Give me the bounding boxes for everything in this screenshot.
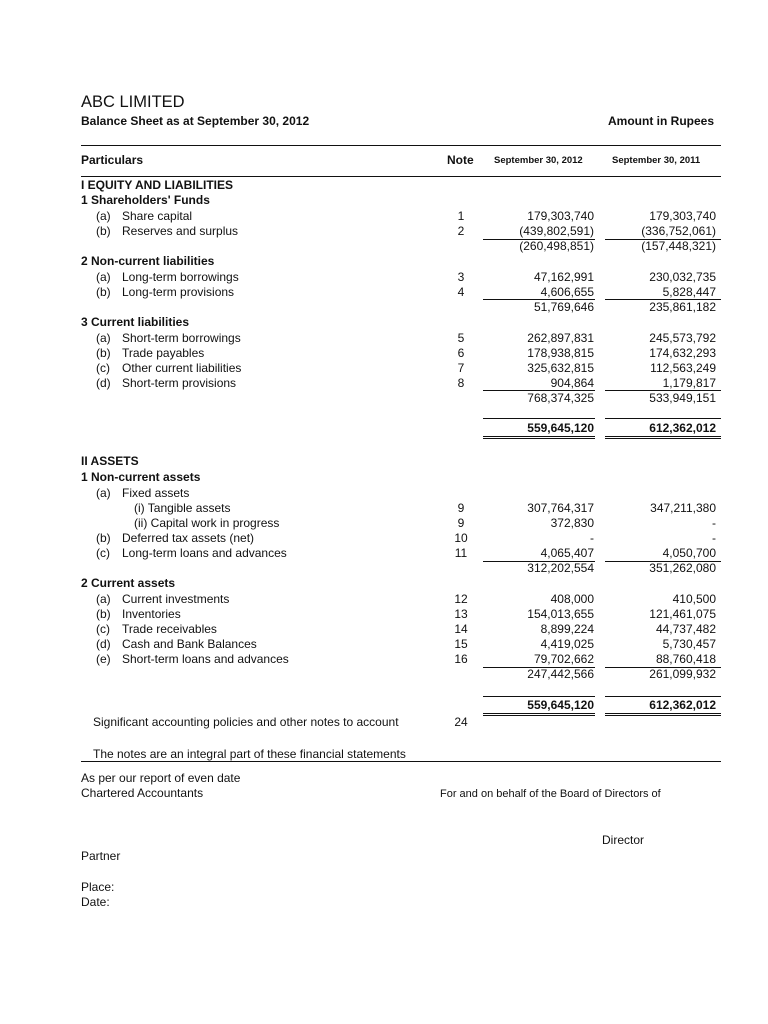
row-value-2011: 5,730,457 (662, 637, 716, 651)
row-label: (ii) Capital work in progress (134, 516, 280, 530)
bottom-rule (81, 761, 721, 762)
row-label: Current investments (122, 592, 230, 606)
shareholders-heading: 1 Shareholders' Funds (81, 193, 210, 207)
row-mark: (a) (96, 209, 111, 223)
policies-text: Significant accounting policies and other notes to account (93, 715, 399, 729)
noncurrent-liabilities-heading: 2 Non-current liabilities (81, 254, 215, 268)
row-mark: (a) (96, 270, 111, 284)
row-value-2012: 47,162,991 (533, 270, 594, 284)
table-row (0, 361, 768, 376)
policies-note: 24 (454, 715, 468, 729)
row-note: 2 (457, 224, 465, 238)
row-mark: (c) (96, 622, 110, 636)
current-assets-heading: 2 Current assets (81, 576, 176, 590)
row-label: Long-term provisions (122, 285, 235, 299)
subheading (0, 470, 768, 485)
header-rule (81, 176, 721, 177)
row-note: 6 (457, 346, 465, 360)
row-value-2012: 904,864 (550, 376, 594, 390)
total-equity-2012: 559,645,120 (527, 421, 594, 435)
row-note: 10 (454, 531, 468, 545)
row-note: 4 (457, 285, 465, 299)
table-row (0, 546, 768, 561)
table-row (0, 224, 768, 239)
row-value-2012: 4,606,655 (540, 285, 594, 299)
total-assets-2011: 612,362,012 (649, 698, 716, 712)
row-value-2012: 178,938,815 (527, 346, 594, 360)
row-mark: (b) (96, 346, 111, 360)
noncurrent-assets-heading: 1 Non-current assets (81, 470, 201, 484)
row-value-2012: 307,764,317 (527, 501, 594, 515)
total-equity-2011: 612,362,012 (649, 421, 716, 435)
accountants-text: Chartered Accountants (81, 786, 204, 800)
row-mark: (a) (96, 486, 111, 500)
subtotal-2012: 312,202,554 (527, 561, 594, 575)
table-row (0, 285, 768, 300)
table-row (0, 607, 768, 622)
row-value-2011: 4,050,700 (662, 546, 716, 560)
total-rule (605, 436, 721, 437)
row-label: Fixed assets (122, 486, 190, 500)
subtotal-2011: (157,448,321) (641, 239, 716, 253)
table-row (0, 652, 768, 667)
total-rule (605, 713, 721, 714)
table-row (0, 592, 768, 607)
subheading (0, 254, 768, 269)
row-label: Trade payables (122, 346, 205, 360)
subtotal-row (0, 667, 768, 682)
row-value-2011: 347,211,380 (650, 501, 716, 515)
currency-note: Amount in Rupees (608, 114, 715, 128)
row-mark: (c) (96, 546, 110, 560)
row-value-2011: 88,760,418 (655, 652, 716, 666)
director-label: Director (602, 833, 645, 847)
subtotal-row (0, 300, 768, 315)
company-name: ABC LIMITED (81, 93, 185, 111)
subtotal-2011: 235,861,182 (649, 300, 716, 314)
row-value-2012: 8,899,224 (540, 622, 594, 636)
total-rule (483, 418, 595, 419)
row-value-2011: 44,737,482 (655, 622, 716, 636)
subtotal-row (0, 239, 768, 254)
row-label: Share capital (122, 209, 193, 223)
col-particulars: Particulars (81, 153, 144, 167)
table-row (0, 637, 768, 652)
total-rule (483, 713, 595, 714)
subtotal-row (0, 391, 768, 406)
row-value-2012: 4,065,407 (540, 546, 594, 560)
col-note: Note (447, 153, 474, 167)
row-label: (i) Tangible assets (134, 501, 231, 515)
table-row (0, 270, 768, 285)
row-value-2011: 5,828,447 (662, 285, 716, 299)
row-value-2011: - (712, 531, 716, 545)
table-row (0, 331, 768, 346)
total-assets-2012: 559,645,120 (527, 698, 594, 712)
row-value-2012: 372,830 (550, 516, 594, 530)
statement-title: Balance Sheet as at September 30, 2012 (81, 114, 310, 128)
policies-row (0, 715, 768, 730)
col-period1: September 30, 2012 (494, 155, 583, 166)
row-value-2012: 325,632,815 (527, 361, 594, 375)
row-value-2012: 4,419,025 (540, 637, 594, 651)
total-rule (605, 418, 721, 419)
row-note: 15 (454, 637, 468, 651)
row-mark: (d) (96, 376, 111, 390)
row-mark: (a) (96, 331, 111, 345)
table-row (0, 346, 768, 361)
integral-notes-text: The notes are an integral part of these financial statements (93, 747, 406, 761)
table-row (0, 486, 768, 501)
section-heading (0, 454, 768, 469)
table-row (0, 209, 768, 224)
row-value-2012: 154,013,655 (527, 607, 594, 621)
row-label: Cash and Bank Balances (122, 637, 257, 651)
table-row (0, 531, 768, 546)
report-text: As per our report of even date (81, 771, 241, 785)
row-value-2011: 245,573,792 (649, 331, 716, 345)
row-label: Reserves and surplus (122, 224, 239, 238)
row-note: 14 (454, 622, 468, 636)
row-label: Short-term loans and advances (122, 652, 289, 666)
subtotal-2012: 768,374,325 (527, 391, 594, 405)
row-note: 7 (457, 361, 465, 375)
total-rule (605, 696, 721, 697)
subheading (0, 315, 768, 330)
table-row (0, 622, 768, 637)
row-note: 1 (457, 209, 465, 223)
row-value-2011: - (712, 516, 716, 530)
total-rule (483, 436, 595, 437)
row-label: Trade receivables (122, 622, 217, 636)
row-label: Deferred tax assets (net) (122, 531, 255, 545)
row-note: 5 (457, 331, 465, 345)
row-mark: (a) (96, 592, 111, 606)
table-row (0, 376, 768, 391)
row-label: Short-term borrowings (122, 331, 241, 345)
date-label: Date: (81, 895, 110, 909)
board-text: For and on behalf of the Board of Directors of (440, 788, 661, 800)
row-label: Inventories (122, 607, 181, 621)
section-equity-label: I EQUITY AND LIABILITIES (81, 178, 234, 192)
row-value-2011: 230,032,735 (649, 270, 716, 284)
row-mark: (b) (96, 531, 111, 545)
current-liabilities-heading: 3 Current liabilities (81, 315, 190, 329)
subheading (0, 576, 768, 591)
subheading (0, 193, 768, 208)
table-row (0, 516, 768, 531)
section-heading (0, 178, 768, 193)
table-row (0, 501, 768, 516)
row-mark: (e) (96, 652, 111, 666)
row-label: Long-term borrowings (122, 270, 239, 284)
subtotal-2011: 533,949,151 (649, 391, 716, 405)
row-value-2011: 174,632,293 (649, 346, 716, 360)
subtotal-2011: 351,262,080 (649, 561, 716, 575)
subtotal-2012: 51,769,646 (533, 300, 594, 314)
total-rule (483, 696, 595, 697)
row-value-2012: - (590, 531, 594, 545)
row-value-2011: 121,461,075 (649, 607, 716, 621)
row-note: 9 (457, 516, 465, 530)
row-value-2011: 179,303,740 (649, 209, 716, 223)
row-note: 12 (454, 592, 468, 606)
row-value-2012: 79,702,662 (533, 652, 594, 666)
subtotal-2011: 261,099,932 (649, 667, 716, 681)
row-label: Other current liabilities (122, 361, 242, 375)
top-rule (81, 145, 721, 146)
row-note: 3 (457, 270, 465, 284)
section-assets-label: II ASSETS (81, 454, 139, 468)
row-value-2012: 262,897,831 (527, 331, 594, 345)
row-note: 13 (454, 607, 468, 621)
row-label: Long-term loans and advances (122, 546, 287, 560)
total-row (0, 698, 768, 713)
row-value-2011: (336,752,061) (641, 224, 716, 238)
total-rule (483, 438, 595, 439)
row-value-2012: 408,000 (550, 592, 594, 606)
row-mark: (c) (96, 361, 110, 375)
col-period2: September 30, 2011 (612, 155, 701, 166)
row-mark: (b) (96, 224, 111, 238)
subtotal-2012: (260,498,851) (519, 239, 594, 253)
place-label: Place: (81, 880, 115, 894)
row-mark: (b) (96, 285, 111, 299)
row-value-2012: 179,303,740 (527, 209, 594, 223)
row-mark: (d) (96, 637, 111, 651)
row-value-2012: (439,802,591) (519, 224, 594, 238)
row-value-2011: 112,563,249 (650, 361, 716, 375)
subtotal-row (0, 561, 768, 576)
total-row (0, 421, 768, 436)
row-value-2011: 1,179,817 (662, 376, 716, 390)
row-note: 8 (457, 376, 465, 390)
row-note: 16 (454, 652, 468, 666)
row-note: 9 (457, 501, 465, 515)
row-note: 11 (454, 546, 468, 560)
total-rule (605, 438, 721, 439)
partner-label: Partner (81, 849, 121, 863)
subtotal-2012: 247,442,566 (527, 667, 594, 681)
row-value-2011: 410,500 (672, 592, 716, 606)
row-mark: (b) (96, 607, 111, 621)
row-label: Short-term provisions (122, 376, 237, 390)
